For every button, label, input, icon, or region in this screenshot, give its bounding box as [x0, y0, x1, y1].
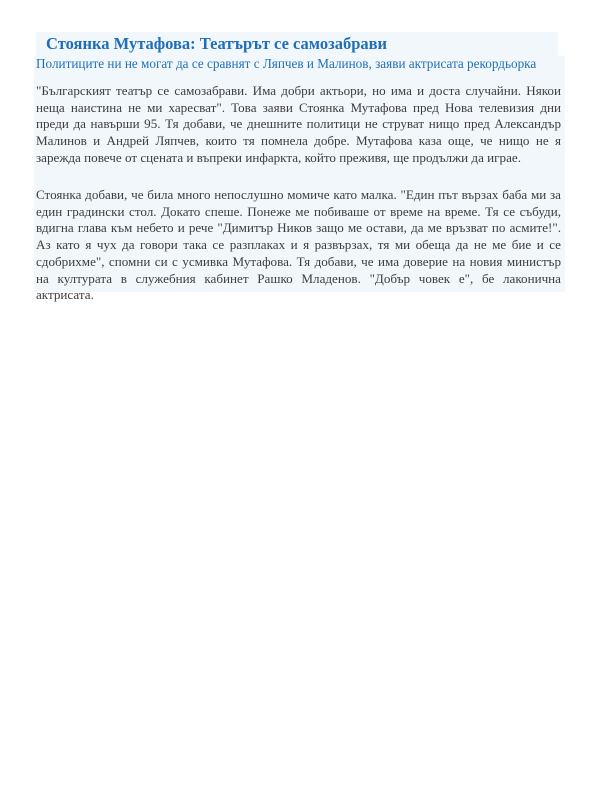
article-paragraph-1: "Българският театър се самозабрави. Има добри актьори, но има и доста случайни. Някои неща наистина не ми харесват". Това заяви Стоянка Мутафова пред Нова телевизия дни преди да навърши 95. Тя добави, че днешните политици не струват нищо пред Александър Малинов и Андрей Ляпчев, които тя помнела добре. Мутафова каза още, че нищо не я зарежда повече от сцената и въпреки инфаркта, който преживя, ще продължи да играе. — [36, 83, 561, 165]
article-paragraph-2: Стоянка добави, че била много непослушно момиче като малка. "Един път вързах баба ми за един градински стол. Докато спеше. Понеже ме побиваше от време на време. Тя се събуди, вдигна глава към небето и рече "Димитър Ников защо ме остави, да ме връзват по асмите!". Аз като я чух да говори така се разплаках и я развързах, тя ми обеща да не ме бие и се сдобрихме", спомни си с усмивка Мутафова. Тя добави, че има доверие на новия министър на културата в служебния кабинет Рашко Младенов. "Добър човек е", бе лаконична актрисата. — [36, 187, 561, 303]
article-title: Стоянка Мутафова: Театърът се самозабрави — [46, 34, 388, 53]
title-bar — [36, 32, 558, 57]
article-subtitle: Политиците ни не могат да се сравнят с Ляпчев и Малинов, заяви актрисата рекордьорка — [36, 56, 537, 71]
article-body — [34, 56, 565, 303]
